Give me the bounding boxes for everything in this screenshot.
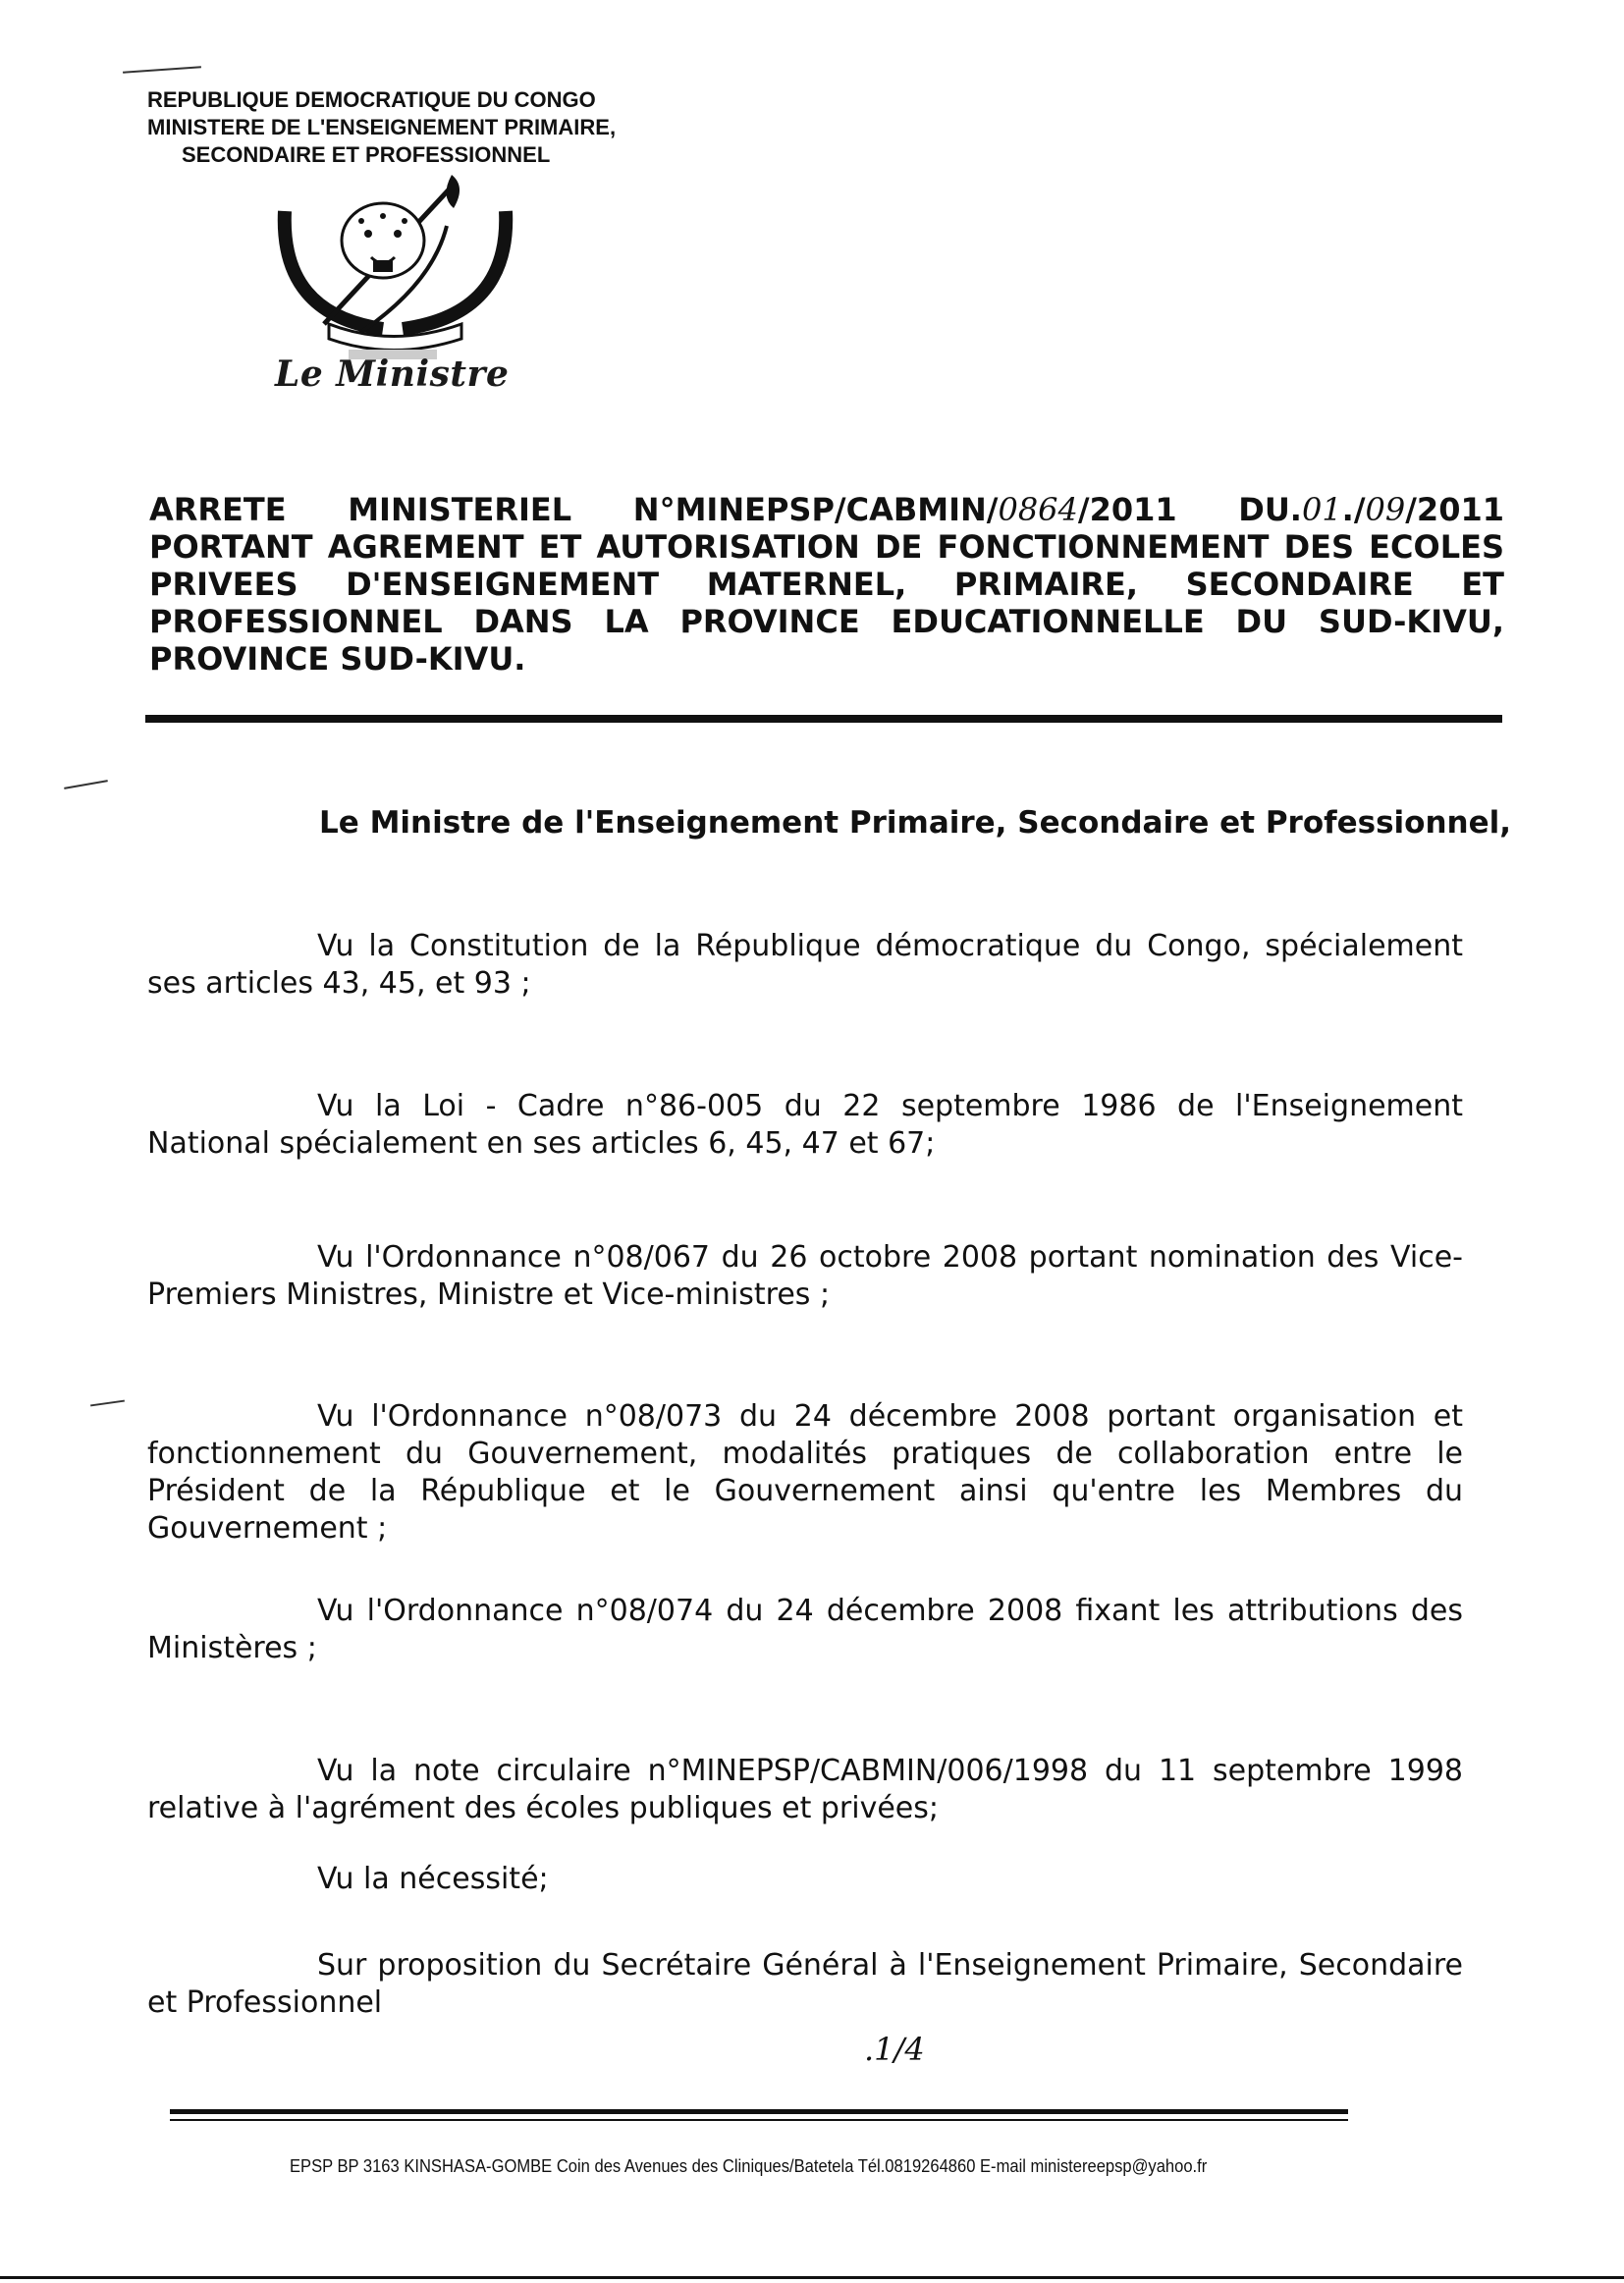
footer-divider [170,2109,1348,2114]
title-divider [145,715,1502,723]
title-date [1238,491,1504,528]
paragraph-ordonnance-067 [147,1239,1463,1314]
paragraph-ordonnance-074 [147,1593,1463,1667]
scan-artifact [90,1400,125,1407]
letterhead-country: REPUBLIQUE DEMOCRATIQUE DU CONGO [147,87,596,112]
paragraph-ordonnance-073 [147,1398,1463,1548]
title-date-month: 09 [1365,491,1406,528]
title-date-year: /2011 [1405,491,1504,528]
decree-title-line4: PROFESSIONNEL DANS LA PROVINCE EDUCATIONNELLE DU SUD-KIVU, [149,603,1504,640]
title-number-prefix: N°MINEPSP/CABMIN/ [632,491,999,528]
title-date-day: 01 [1301,491,1342,528]
minister-signature-label: Le Ministre [275,353,510,395]
paragraph-constitution [147,928,1463,1003]
decree-title-line5: PROVINCE SUD-KIVU. [149,640,526,678]
scan-artifact [64,780,108,789]
title-number-handwritten: 0864 [998,491,1078,528]
paragraph-text: Vu l'Ordonnance n°08/067 du 26 octobre 2008 portant nomination des Vice-Premiers Ministres, Ministre et Vice-ministres ; [147,1240,1463,1312]
letterhead-ministry: MINISTERE DE L'ENSEIGNEMENT PRIMAIRE, [147,115,617,139]
paragraph-proposition [147,1947,1463,2022]
paragraph-text: Vu la note circulaire n°MINEPSP/CABMIN/006/1998 du 11 septembre 1998 relative à l'agrément des écoles publiques et privées; [147,1754,1463,1825]
title-arrete: ARRETE [149,491,287,528]
letterhead [147,86,736,169]
drc-coat-of-arms-icon [265,167,520,363]
title-number [633,491,1177,528]
footer-contact: EPSP BP 3163 KINSHASA-GOMBE Coin des Avenues des Cliniques/Batetela Tél.0819264860 E-mail ministereepsp@yahoo.fr [290,2156,1208,2176]
minister-heading: Le Ministre de l'Enseignement Primaire, Secondaire et Professionnel, [319,805,1512,841]
scan-artifact [123,66,201,74]
paragraph-note-circulaire [147,1753,1463,1827]
title-ministeriel: MINISTERIEL [348,491,572,528]
decree-title-line2: PORTANT AGREMENT ET AUTORISATION DE FONCTIONNEMENT DES ECOLES [149,528,1504,566]
title-number-year: /2011 [1077,491,1177,528]
paragraph-text: Vu la nécessité; [317,1862,549,1896]
paragraph-text: Vu l'Ordonnance n°08/074 du 24 décembre 2008 fixant les attributions des Ministères ; [147,1594,1463,1665]
paragraph-text: Vu la Constitution de la République démocratique du Congo, spécialement ses articles 43, 45, et 93 ; [147,929,1463,1001]
decree-title-line1 [149,491,1504,528]
title-date-prefix: DU. [1238,491,1302,528]
title-date-sep: ./ [1341,491,1366,528]
paragraph-text: Vu l'Ordonnance n°08/073 du 24 décembre 2008 portant organisation et fonctionnement du Gouvernement, modalités pratiques de collaboration entre le Président de la République et le Gouvernement ainsi qu'entre les Membres du Gouvernement ; [147,1399,1463,1546]
paragraph-loi-cadre [147,1088,1463,1163]
decree-title-line3: PRIVEES D'ENSEIGNEMENT MATERNEL, PRIMAIRE, SECONDAIRE ET [149,566,1504,603]
paragraph-text: Sur proposition du Secrétaire Général à l'Enseignement Primaire, Secondaire et Professionnel [147,1948,1463,2020]
letterhead-ministry-cont: SECONDAIRE ET PROFESSIONNEL [182,142,551,167]
page-mark: .1/4 [864,2031,925,2068]
decree-title [149,491,1504,678]
page-bottom-edge [0,2276,1624,2279]
paragraph-necessite [147,1861,1463,1898]
footer-divider-thin [170,2119,1348,2121]
paragraph-text: Vu la Loi - Cadre n°86-005 du 22 septembre 1986 de l'Enseignement National spécialement en ses articles 6, 45, 47 et 67; [147,1089,1463,1161]
